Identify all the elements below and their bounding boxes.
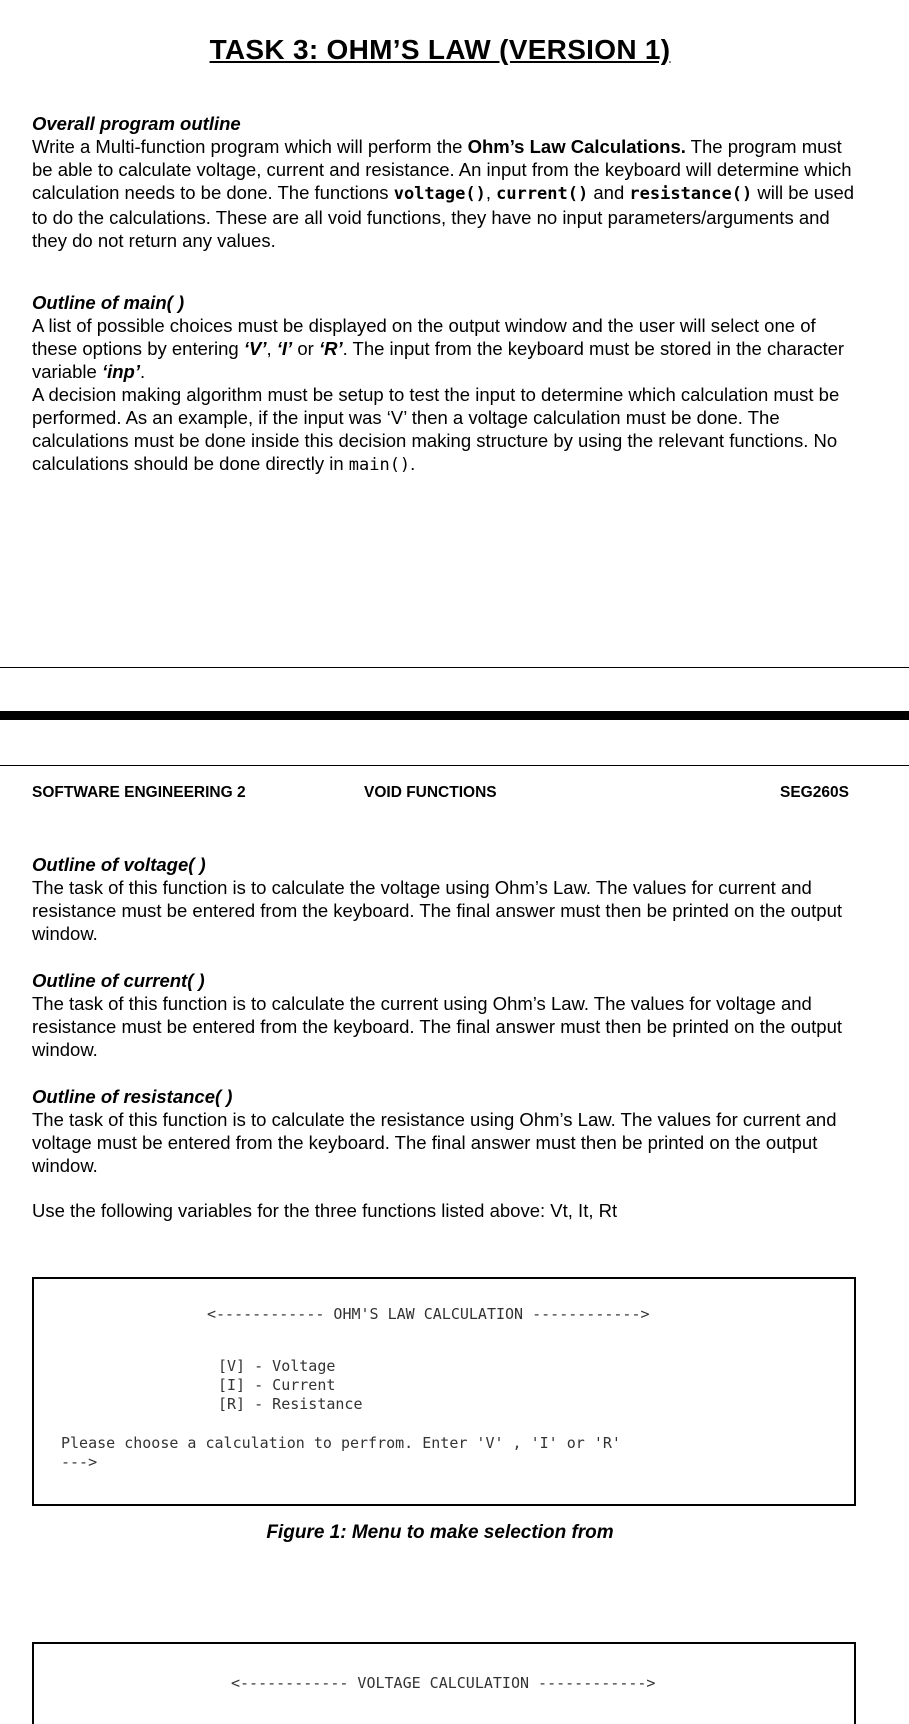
page-break-line-top bbox=[0, 667, 909, 668]
resistance-outline-section bbox=[32, 1085, 862, 1177]
overall-outline-section bbox=[32, 112, 862, 252]
main-text-3: . bbox=[139, 361, 146, 382]
option-v: ‘V’ bbox=[243, 338, 267, 359]
header-code: SEG260S bbox=[780, 784, 849, 801]
input-variable: ‘inp’ bbox=[101, 361, 140, 382]
variables-note: Use the following variables for the three functions listed above: Vt, It, Rt bbox=[32, 1200, 618, 1221]
overall-sep-2: and bbox=[588, 182, 630, 203]
option-r: ‘R’ bbox=[318, 338, 343, 359]
main-text-4: A decision making algorithm must be setup to test the input to determine which calculation must be performed. As an example, if the input was ‘V’ then a voltage calculation must be done. The calculations must be done inside this decision making structure by using the relevant functions. No calculations should be done directly in bbox=[32, 384, 840, 474]
overall-sep-1: , bbox=[485, 182, 497, 203]
header-topic: VOID FUNCTIONS bbox=[364, 784, 497, 801]
overall-text-3: will be used to do the calculations. These are all void functions, they have no input parameters/arguments and they do not return any values. bbox=[32, 182, 855, 251]
console-menu-window bbox=[32, 1277, 856, 1506]
console-option-voltage: [V] - Voltage bbox=[218, 1357, 336, 1375]
console-menu-banner: <------------ OHM'S LAW CALCULATION ------------> bbox=[207, 1305, 650, 1323]
function-resistance: resistance() bbox=[629, 184, 753, 204]
current-outline-section bbox=[32, 969, 862, 1061]
console-option-resistance: [R] - Resistance bbox=[218, 1395, 363, 1413]
voltage-outline-text: The task of this function is to calculate the voltage using Ohm’s Law. The values for current and resistance must be entered from the keyboard. The final answer must then be printed on the output window. bbox=[32, 877, 843, 944]
function-main: main() bbox=[348, 455, 411, 475]
resistance-outline-heading: Outline of resistance( ) bbox=[32, 1086, 233, 1107]
page-break-bar bbox=[0, 711, 909, 720]
console-option-current: [I] - Current bbox=[218, 1376, 336, 1394]
page-break-line-bottom bbox=[0, 765, 909, 766]
function-current: current() bbox=[496, 184, 589, 204]
figure-1-caption: Figure 1: Menu to make selection from bbox=[266, 1522, 614, 1543]
console-voltage-window bbox=[32, 1642, 856, 1724]
page-title: TASK 3: OHM’S LAW (VERSION 1) bbox=[209, 34, 671, 65]
main-sep-1: , bbox=[266, 338, 277, 359]
main-text-2: . The input from the keyboard must be stored in the character variable bbox=[32, 338, 845, 382]
option-i: ‘I’ bbox=[276, 338, 293, 359]
voltage-outline-section bbox=[32, 853, 862, 945]
console-input-arrow: ---> bbox=[61, 1453, 98, 1471]
header-course: SOFTWARE ENGINEERING 2 bbox=[32, 784, 246, 801]
main-sep-2: or bbox=[292, 338, 319, 359]
main-outline-heading: Outline of main( ) bbox=[32, 292, 185, 313]
console-prompt: Please choose a calculation to perfrom. Enter 'V' , 'I' or 'R' bbox=[61, 1434, 621, 1452]
main-outline-section bbox=[32, 291, 862, 477]
function-voltage: voltage() bbox=[393, 184, 486, 204]
voltage-outline-heading: Outline of voltage( ) bbox=[32, 854, 206, 875]
main-text-1: A list of possible choices must be displayed on the output window and the user will select one of these options by entering bbox=[32, 315, 816, 359]
main-text-5: . bbox=[410, 453, 416, 474]
overall-outline-heading: Overall program outline bbox=[32, 113, 241, 134]
current-outline-text: The task of this function is to calculate the current using Ohm’s Law. The values for voltage and resistance must be entered from the keyboard. The final answer must then be printed on the output window. bbox=[32, 993, 843, 1060]
overall-text-1: Write a Multi-function program which will perform the bbox=[32, 136, 468, 157]
overall-text-2: The program must be able to calculate voltage, current and resistance. An input from the keyboard will determine which calculation needs to be done. The functions bbox=[32, 136, 852, 203]
current-outline-heading: Outline of current( ) bbox=[32, 970, 205, 991]
overall-bold-phrase: Ohm’s Law Calculations. bbox=[467, 136, 686, 157]
resistance-outline-text: The task of this function is to calculate the resistance using Ohm’s Law. The values for current and voltage must be entered from the keyboard. The final answer must then be printed on the output window. bbox=[32, 1109, 837, 1176]
console-voltage-banner: <------------ VOLTAGE CALCULATION ------------> bbox=[231, 1674, 656, 1692]
